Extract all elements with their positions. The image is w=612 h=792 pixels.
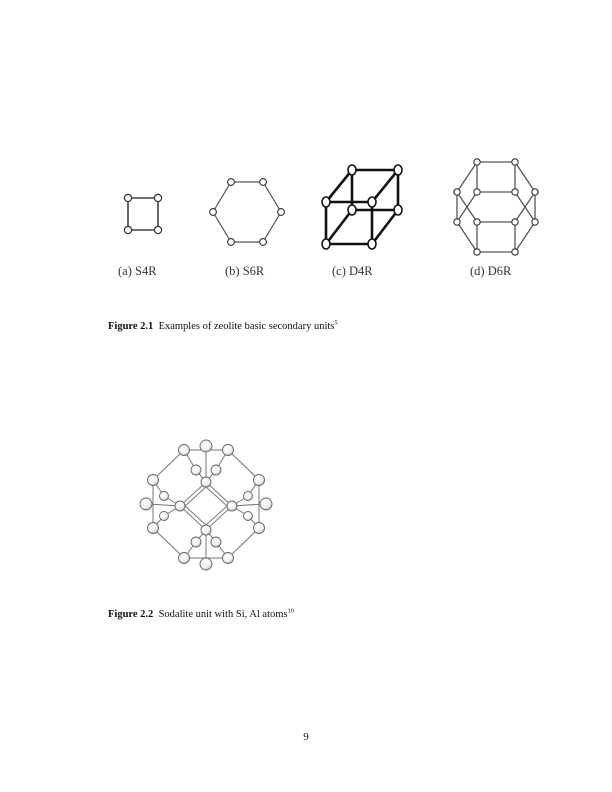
figure-2-2-ref: 10	[287, 607, 294, 615]
d6r-diagram	[447, 152, 547, 262]
sublabel-d6r: (d) D6R	[470, 264, 512, 278]
sublabel-s6r: (b) S6R	[225, 264, 265, 278]
figure-2-2-text: Sodalite unit with Si, Al atoms	[158, 609, 288, 620]
figure-2-1-ref: 5	[334, 319, 338, 327]
figure-2-1-label: Figure 2.1	[108, 321, 154, 332]
figure-2-2-label: Figure 2.2	[108, 609, 154, 620]
sodalite-diagram	[134, 436, 279, 576]
figure-2-1-caption	[108, 321, 338, 332]
figure-2-2-caption	[108, 609, 294, 620]
s4r-diagram	[118, 188, 168, 238]
sublabel-s4r: (a) S4R	[118, 264, 157, 278]
figure-2-1-text: Examples of zeolite basic secondary units	[158, 321, 335, 332]
d4r-diagram	[318, 160, 413, 255]
page-number: 9	[303, 731, 309, 743]
s6r-diagram	[205, 172, 290, 248]
sublabel-d4r: (c) D4R	[332, 264, 373, 278]
